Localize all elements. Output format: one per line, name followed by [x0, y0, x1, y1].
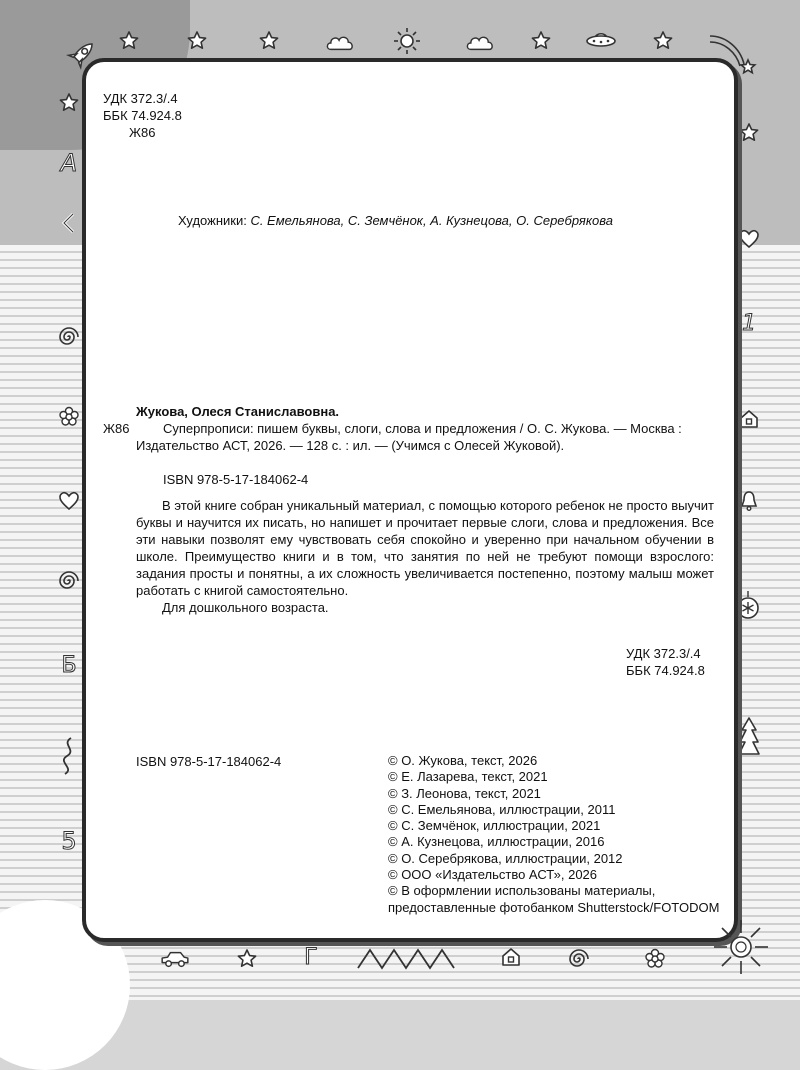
- copyright-list: [388, 753, 719, 916]
- entry-isbn: ISBN 978-5-17-184062-4: [163, 472, 309, 487]
- entry-author: Жукова, Олеся Станиславовна.: [136, 404, 340, 419]
- flower-icon: [642, 946, 668, 972]
- abstract-text: В этой книге собран уникальный материал, с помощью которого ребенок не просто выучит буквы и научится их писать, но напишет и прочитает первые слоги, слова и предложения. Все эти навыки позволят ему чувствовать себя спокойно и уверенно при начальном обучении в школе. Преимущество книги и в том, что занятия по ней не требуют помощи взрослого: задания просты и понятны, а их сложность увеличивается постепенно, поэтому малыш может работать с книгой самостоятельно.: [136, 498, 714, 598]
- spiral-icon: [566, 946, 592, 972]
- entry-line-1: Суперпрописи: пишем буквы, слоги, слова и предложения / О. С. Жукова. — Москва :: [163, 421, 682, 436]
- star-icon: [736, 120, 762, 146]
- star-icon: [116, 28, 142, 54]
- tree-icon: [736, 716, 762, 760]
- copyright-line: © О. Серебрякова, иллюстрации, 2012: [388, 850, 623, 866]
- spiral-icon: [56, 324, 82, 350]
- copyright-line: предоставленные фотобанком Shutterstock/FOTODOM: [388, 899, 720, 915]
- star-icon: [184, 28, 210, 54]
- house-icon: [498, 944, 524, 970]
- footer-isbn: ISBN 978-5-17-184062-4: [136, 754, 282, 769]
- heart-icon: [56, 488, 82, 514]
- flower-icon: [56, 404, 82, 430]
- letter-g-icon: Г: [304, 944, 318, 970]
- ornament-icon: [734, 590, 762, 622]
- letter-b-icon: Б: [61, 652, 77, 678]
- digit-1-icon: 1: [742, 310, 756, 336]
- car-icon: [158, 946, 192, 972]
- copyright-line: © В оформлении использованы материалы,: [388, 883, 656, 899]
- heart-icon: [736, 226, 762, 252]
- artists-line: [178, 212, 613, 229]
- copyright-line: © С. Емельянова, иллюстрации, 2011: [388, 801, 616, 817]
- cloud-icon: [322, 30, 358, 56]
- copyright-line: © С. Земчёнок, иллюстрации, 2021: [388, 818, 601, 834]
- author-mark: Ж86: [129, 125, 156, 140]
- sun-icon: [392, 26, 422, 56]
- letter-a-icon: A: [60, 149, 78, 177]
- classification-udk: УДК 372.3/.4: [626, 646, 701, 661]
- udk-code: УДК 372.3/.4: [103, 91, 178, 106]
- cloud-icon: [462, 30, 498, 56]
- sun-icon: [712, 918, 770, 976]
- bell-icon: [736, 488, 762, 514]
- ufo-icon: [584, 26, 618, 54]
- bbk-code: ББК 74.924.8: [103, 108, 182, 123]
- classification-bbk: ББК 74.924.8: [626, 663, 705, 678]
- entry-line-2: Издательство АСТ, 2026. — 128 с. : ил. — (Учимся с Олесей Жуковой).: [136, 438, 565, 453]
- copyright-line: © Е. Лазарева, текст, 2021: [388, 769, 548, 785]
- copyright-line: © З. Леонова, текст, 2021: [388, 785, 541, 801]
- star-icon: [234, 946, 260, 972]
- artists-names: С. Емельянова, С. Земчёнок, А. Кузнецова, О. Серебрякова: [250, 213, 613, 228]
- abstract: [136, 497, 714, 616]
- star-icon: [650, 28, 676, 54]
- wave-icon: [56, 736, 82, 776]
- artists-label: Художники:: [178, 213, 251, 228]
- star-icon: [256, 28, 282, 54]
- copyright-line: © А. Кузнецова, иллюстрации, 2016: [388, 834, 605, 850]
- chevron-icon: [56, 210, 82, 236]
- copyright-line: © ООО «Издательство АСТ», 2026: [388, 867, 598, 883]
- star-icon: [528, 28, 554, 54]
- star-icon: [56, 90, 82, 116]
- spiral-icon: [56, 568, 82, 594]
- age-note: Для дошкольного возраста.: [162, 600, 329, 615]
- entry-mark: Ж86: [103, 421, 130, 436]
- zigzag-icon: [356, 944, 456, 972]
- digit-5-icon: 5: [61, 827, 77, 855]
- house-icon: [736, 406, 762, 432]
- copyright-line: © О. Жукова, текст, 2026: [388, 753, 538, 768]
